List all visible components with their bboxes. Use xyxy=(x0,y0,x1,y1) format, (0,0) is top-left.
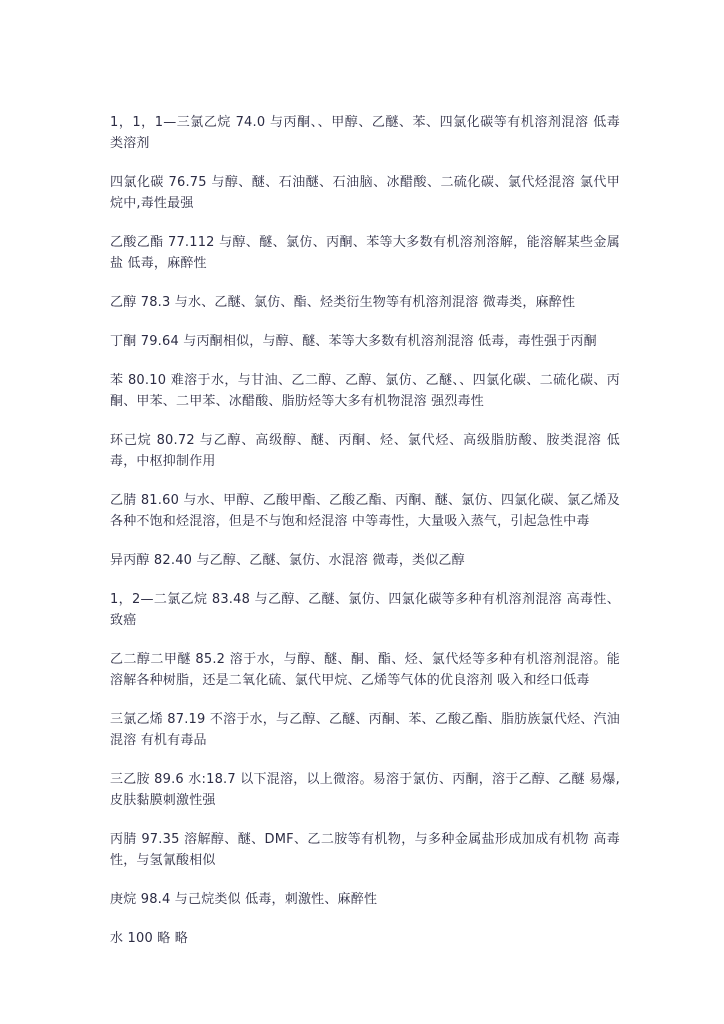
paragraph-triethylamine: 三乙胺 89.6 水:18.7 以下混溶，以上微溶。易溶于氯仿、丙酮，溶于乙醇、乙醚 易爆,皮肤黏膜刺激性强 xyxy=(110,772,620,808)
paragraph-butanone: 丁酮 79.64 与丙酮相似，与醇、醚、苯等大多数有机溶剂混溶 低毒，毒性强于丙酮 xyxy=(110,334,597,349)
paragraph-ethanol: 乙醇 78.3 与水、乙醚、氯仿、酯、烃类衍生物等有机溶剂混溶 微毒类，麻醉性 xyxy=(110,295,576,310)
paragraph-acetonitrile: 乙腈 81.60 与水、甲醇、乙酸甲酯、乙酸乙酯、丙酮、醚、氯仿、四氯化碳、氯乙烯及各种不饱和烃混溶，但是不与饱和烃混溶 中等毒性，大量吸入蒸气，引起急性中毒 xyxy=(110,493,620,529)
paragraph-benzene: 苯 80.10 难溶于水，与甘油、乙二醇、乙醇、氯仿、乙醚、、四氯化碳、二硫化碳、丙酮、甲苯、二甲苯、冰醋酸、脂肪烃等大多有机物混溶 强烈毒性 xyxy=(110,373,620,409)
paragraph-ethyl-acetate: 乙酸乙酯 77.112 与醇、醚、氯仿、丙酮、苯等大多数有机溶剂溶解，能溶解某些金属盐 低毒，麻醉性 xyxy=(110,235,620,271)
paragraph-glyme: 乙二醇二甲醚 85.2 溶于水，与醇、醚、酮、酯、烃、氯代烃等多种有机溶剂混溶。能溶解各种树脂，还是二氧化硫、氯代甲烷、乙烯等气体的优良溶剂 吸入和经口低毒 xyxy=(110,652,620,688)
document-body xyxy=(110,112,620,967)
paragraph-carbon-tetrachloride: 四氯化碳 76.75 与醇、醚、石油醚、石油脑、冰醋酸、二硫化碳、氯代烃混溶 氯代甲烷中,毒性最强 xyxy=(110,175,620,211)
paragraph-trichloroethylene: 三氯乙烯 87.19 不溶于水，与乙醇、乙醚、丙酮、苯、乙酸乙酯、脂肪族氯代烃、汽油混溶 有机有毒品 xyxy=(110,712,620,748)
paragraph-propionitrile: 丙腈 97.35 溶解醇、醚、DMF、乙二胺等有机物，与多种金属盐形成加成有机物 高毒性，与氢氰酸相似 xyxy=(110,832,620,868)
paragraph-dichloroethane: 1，2—二氯乙烷 83.48 与乙醇、乙醚、氯仿、四氯化碳等多种有机溶剂混溶 高毒性、致癌 xyxy=(110,592,620,628)
paragraph-isopropanol: 异丙醇 82.40 与乙醇、乙醚、氯仿、水混溶 微毒，类似乙醇 xyxy=(110,553,465,568)
paragraph-heptane: 庚烷 98.4 与己烷类似 低毒，刺激性、麻醉性 xyxy=(110,892,378,907)
paragraph-cyclohexane: 环己烷 80.72 与乙醇、高级醇、醚、丙酮、烃、氯代烃、高级脂肪酸、胺类混溶 低毒，中枢抑制作用 xyxy=(110,433,620,469)
paragraph-trichloroethane: 1，1，1—三氯乙烷 74.0 与丙酮、、甲醇、乙醚、苯、四氯化碳等有机溶剂混溶 低毒类溶剂 xyxy=(110,115,620,151)
paragraph-water: 水 100 略 略 xyxy=(110,931,189,946)
